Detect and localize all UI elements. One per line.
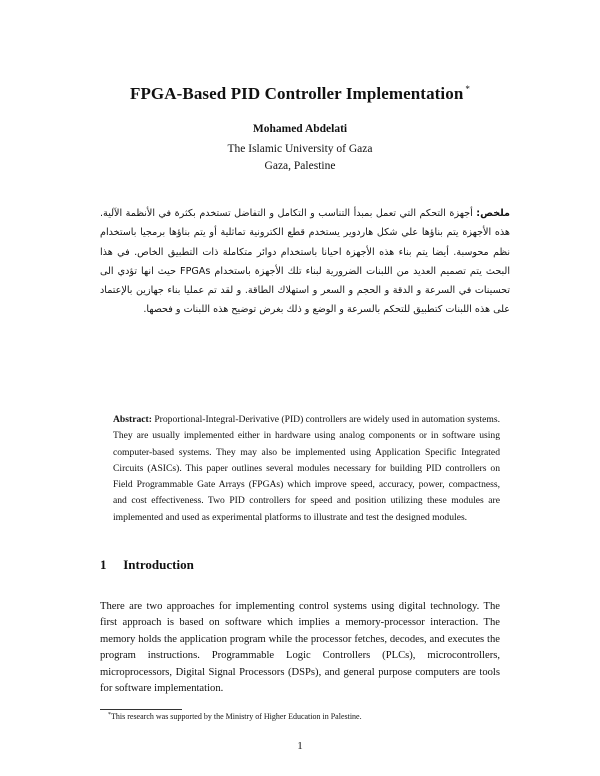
footnote-mark: * [108, 712, 111, 718]
paper-title [0, 84, 600, 104]
abstract-label: Abstract: [113, 414, 152, 425]
section-title: Introduction [123, 557, 194, 572]
arabic-abstract-body: أجهزة التحكم التي تعمل بمبدأ التناسب و التكامل و التفاضل تستخدم بكثرة في الأنظمة الآلية. هذه الأجهزة يتم بناؤها علي شكل هاردوير يستخدم قطع الكترونية تماثلية أو يتم بناؤها برمجيا باستخدام نظم محوسبة. أيضا يتم بناء هذه الأجهزة احيانا باستخدام دوائر متكاملة ذات التطبيق الخاص. في هذا البحث يتم تصميم العديد من اللبنات الضرورية لبناء تلك الأجهزة باستخدام FPGAs حيث انها تؤدي الى تحسينات في السرعة و الدقة و الحجم و السعر و استهلاك الطاقة. و لقد تم عمليا بناء جهازين بالإعتماد على هذه اللبنات كتطبيق للتحكم بالسرعة و الوضع و ذلك بغرض توضيح هذه اللبنات و فحصها. [100, 208, 510, 316]
footnote-text: This research was supported by the Ministry of Higher Education in Palestine. [111, 712, 362, 721]
footnote-divider [100, 709, 182, 710]
arabic-abstract-label: ملخص: [476, 208, 510, 219]
page-number: 1 [297, 740, 303, 752]
title-text: FPGA-Based PID Controller Implementation [129, 84, 464, 103]
affiliation-location: Gaza, Palestine [264, 160, 336, 172]
section-heading [100, 557, 194, 573]
section-number: 1 [100, 557, 107, 572]
abstract-body: Proportional-Integral-Derivative (PID) controllers are widely used in automation systems. They are usually implemented either in hardware using analog components or in software using computer-based systems. They may also be implemented using Application Specific Integrated Circuits (ASICs). This paper outlines several modules necessary for building PID controllers on Field Programmable Gate Arrays (FPGAs) which improve speed, accuracy, power, compactness, and cost effectiveness. Two PID controllers for speed and position utilizing these modules are implemented and used as experimental platforms to illustrate and test the designed modules. [113, 414, 500, 523]
arabic-abstract [100, 204, 510, 320]
intro-paragraph: There are two approaches for implementing control systems using digital technology. The first approach is based on software which implies a memory-processor interaction. The memory holds the application program while the processor fetches, decodes, and executes the program instructions. Programmable Logic Controllers (PLCs), microcontrollers, microprocessors, Digital Signal Processors (DSPs), and general purpose computers are tools for software implementation. [100, 601, 500, 695]
author-name: Mohamed Abdelati [252, 123, 348, 135]
affiliation-institution: The Islamic University of Gaza [227, 143, 373, 155]
footnote [108, 712, 362, 721]
title-footnote-mark: * [465, 84, 471, 94]
english-abstract [113, 412, 500, 526]
